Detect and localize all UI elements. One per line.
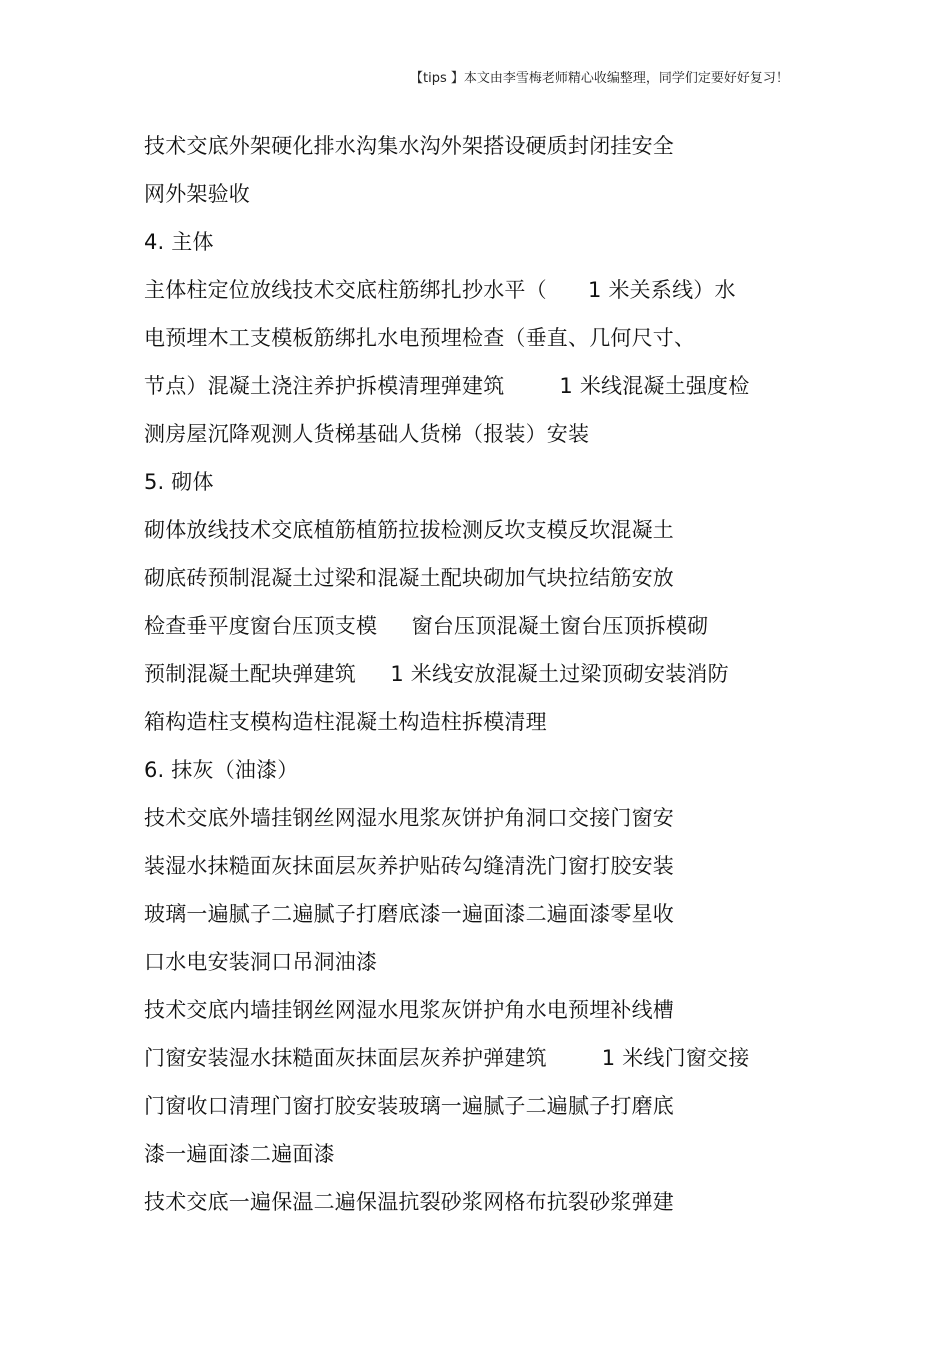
text-line: 玻璃一遍腻子二遍腻子打磨底漆一遍面漆二遍面漆零星收 [144, 902, 674, 926]
text-line: 技术交底内墙挂钢丝网湿水甩浆灰饼护角水电预埋补线槽 [144, 998, 674, 1022]
text-line: 电预埋木工支模板筋绑扎水电预埋检查（垂直、几何尺寸、 [144, 326, 696, 350]
text-line: 测房屋沉降观测人货梯基础人货梯（报装）安装 [144, 422, 590, 446]
text-line: 主体柱定位放线技术交底柱筋绑扎抄水平（ 1 米关系线）水 [144, 278, 736, 302]
section-heading: 6. 抹灰（油漆） [144, 758, 299, 782]
text-line: 预制混凝土配块弹建筑 1 米线安放混凝土过梁顶砌安装消防 [144, 662, 729, 686]
document-body [144, 124, 844, 1228]
text-line: 门窗安装湿水抹糙面灰抹面层灰养护弹建筑 1 米线门窗交接 [144, 1046, 750, 1070]
section-heading: 5. 砌体 [144, 470, 214, 494]
section-heading: 4. 主体 [144, 230, 214, 254]
text-line: 装湿水抹糙面灰抹面层灰养护贴砖勾缝清洗门窗打胶安装 [144, 854, 674, 878]
text-line: 技术交底外架硬化排水沟集水沟外架搭设硬质封闭挂安全 [144, 134, 674, 158]
tips-note: 【tips 】本文由李雪梅老师精心收编整理，同学们定要好好复习！ [410, 71, 789, 86]
text-line: 漆一遍面漆二遍面漆 [144, 1142, 335, 1166]
text-line: 网外架验收 [144, 182, 250, 206]
text-line: 门窗收口清理门窗打胶安装玻璃一遍腻子二遍腻子打磨底 [144, 1094, 674, 1118]
text-line: 口水电安装洞口吊洞油漆 [144, 950, 378, 974]
text-line: 技术交底外墙挂钢丝网湿水甩浆灰饼护角洞口交接门窗安 [144, 806, 674, 830]
text-line: 砌体放线技术交底植筋植筋拉拔检测反坎支模反坎混凝土 [144, 518, 674, 542]
text-line: 砌底砖预制混凝土过梁和混凝土配块砌加气块拉结筋安放 [144, 566, 674, 590]
text-line: 检查垂平度窗台压顶支模 窗台压顶混凝土窗台压顶拆模砌 [144, 614, 709, 638]
text-line: 箱构造柱支模构造柱混凝土构造柱拆模清理 [144, 710, 547, 734]
text-line: 技术交底一遍保温二遍保温抗裂砂浆网格布抗裂砂浆弹建 [144, 1190, 674, 1214]
text-line: 节点）混凝土浇注养护拆模清理弹建筑 1 米线混凝土强度检 [144, 374, 750, 398]
